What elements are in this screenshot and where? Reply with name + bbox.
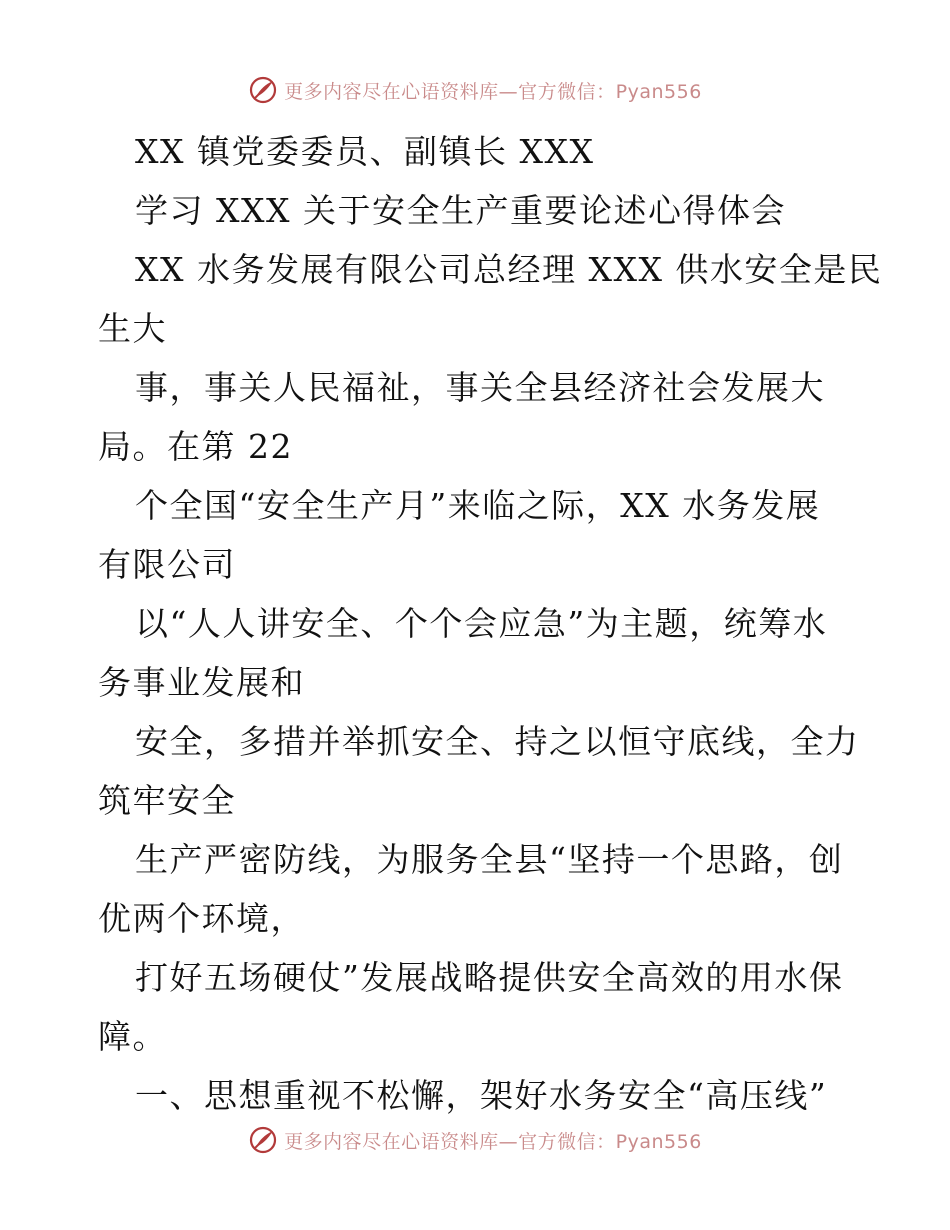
- document-line: 以“人人讲安全、个个会应急”为主题，统筹水: [135, 604, 828, 643]
- document-line: XX 镇党委委员、副镇长 XXX: [135, 132, 595, 171]
- document-line: 学习 XXX 关于安全生产重要论述心得体会: [135, 191, 786, 230]
- document-line: 筑牢安全: [98, 781, 236, 820]
- watermark-label: 更多内容尽在心语资料库—官方微信：: [284, 1130, 616, 1153]
- document-body: [98, 122, 883, 1125]
- document-line: 事，事关人民福祉，事关全县经济社会发展大: [135, 368, 825, 407]
- document-line: 一、思想重视不松懈，架好水务安全“高压线”: [135, 1076, 828, 1115]
- document-line: 优两个环境，: [98, 899, 305, 938]
- document-line: 个全国“安全生产月”来临之际，XX 水务发展: [135, 486, 821, 525]
- header-watermark: [0, 70, 950, 110]
- document-line: 安全，多措并举抓安全、持之以恒守底线，全力: [135, 722, 860, 761]
- watermark-contact: Pyan556: [615, 1130, 702, 1153]
- watermark-contact: Pyan556: [615, 80, 702, 103]
- document-line: 局。在第 22: [98, 427, 293, 466]
- feather-pen-logo-icon: [248, 1125, 278, 1155]
- document-line: 打好五场硬仗”发展战略提供安全高效的用水保: [135, 958, 844, 997]
- document-line: XX 水务发展有限公司总经理 XXX 供水安全是民: [135, 250, 883, 289]
- document-line: 障。: [98, 1017, 167, 1056]
- document-line: 务事业发展和: [98, 663, 305, 702]
- footer-watermark: [0, 1120, 950, 1160]
- document-line: 生大: [98, 309, 167, 348]
- watermark-text: [284, 1127, 702, 1154]
- watermark-label: 更多内容尽在心语资料库—官方微信：: [284, 80, 616, 103]
- watermark-text: [284, 77, 702, 104]
- feather-pen-logo-icon: [248, 75, 278, 105]
- document-line: 生产严密防线，为服务全县“坚持一个思路，创: [135, 840, 844, 879]
- document-line: 有限公司: [98, 545, 236, 584]
